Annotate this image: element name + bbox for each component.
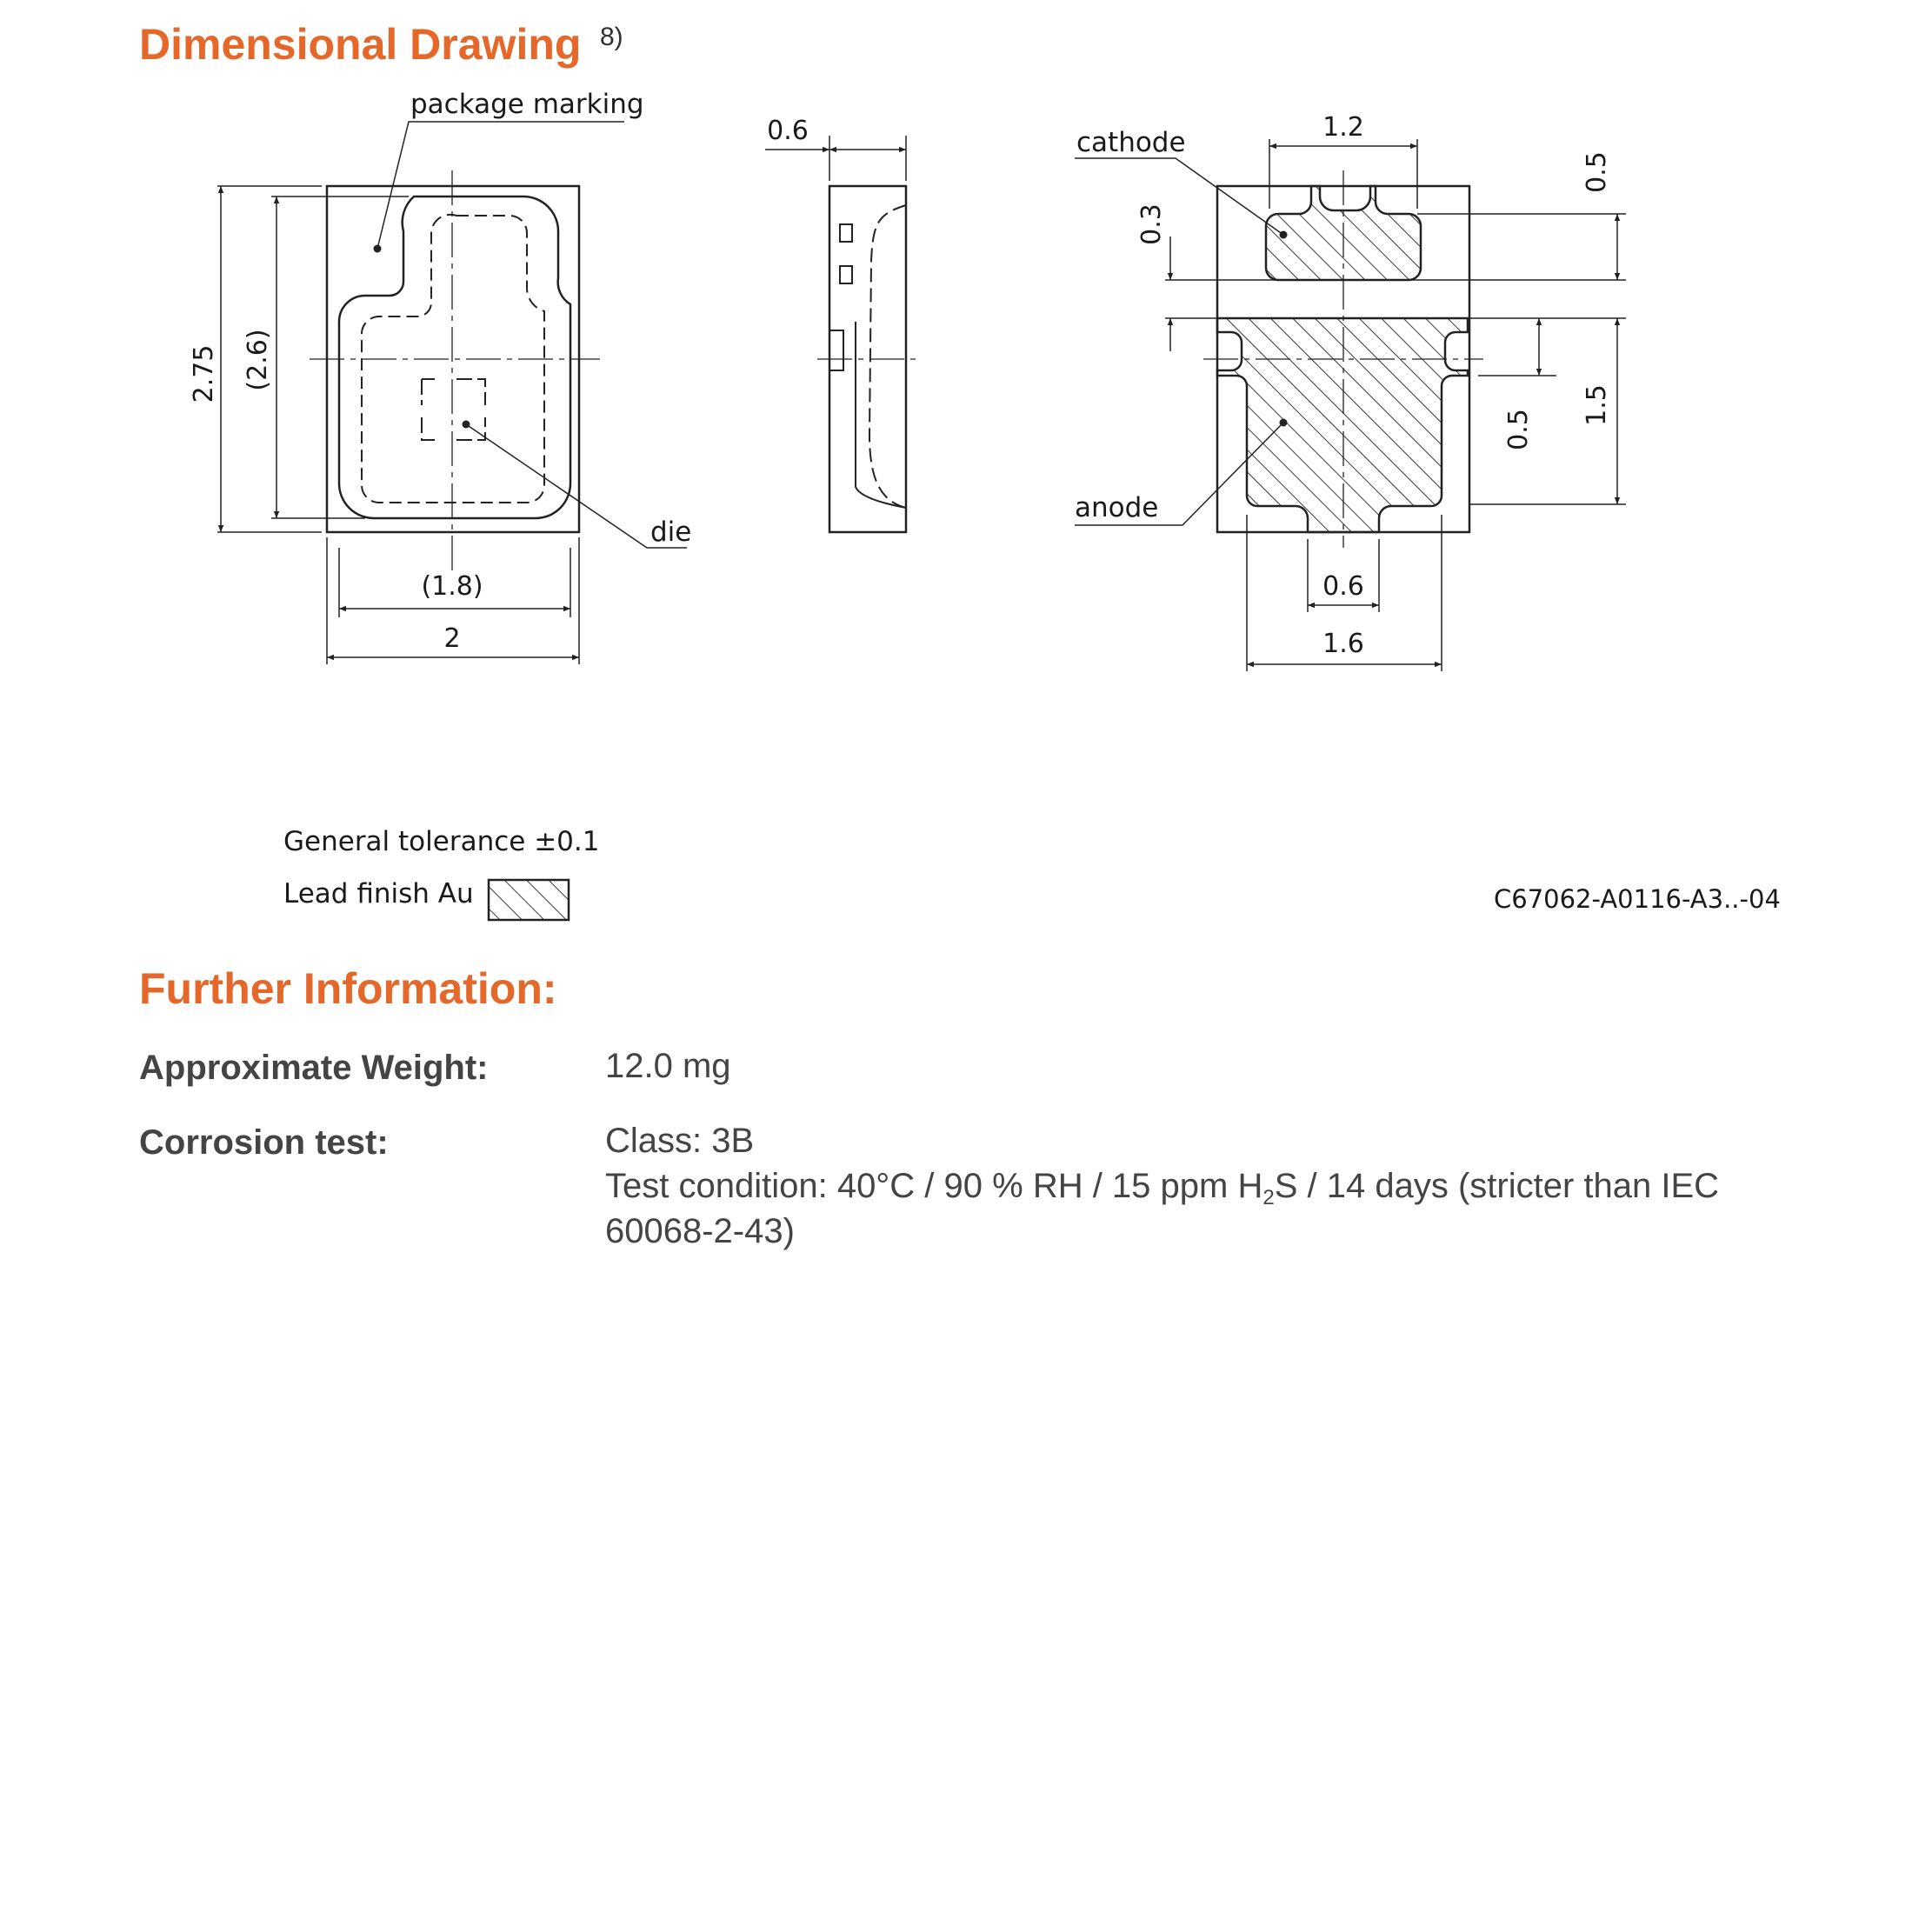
lead-finish-swatch xyxy=(489,880,569,920)
weight-label: Approximate Weight: xyxy=(139,1049,489,1087)
footnote-marker: 8) xyxy=(600,23,623,51)
label-die: die xyxy=(650,516,692,548)
label-anode: anode xyxy=(1075,492,1159,523)
dim-gap: 0.3 xyxy=(1136,203,1167,245)
dim-height-inner: (2.6) xyxy=(243,329,273,391)
weight-value-text: 12.0 mg xyxy=(605,1047,731,1085)
dim-thickness: 0.6 xyxy=(767,116,809,146)
dim-anode-offset: 0.5 xyxy=(1503,409,1534,450)
dim-height-total: 2.75 xyxy=(189,344,219,403)
side-view xyxy=(817,186,918,532)
corrosion-label: Corrosion test: xyxy=(139,1123,389,1162)
test-condition-part-a: Test condition: 40°C / 90 % RH / 15 ppm H xyxy=(605,1167,1263,1205)
dim-cathode-height: 0.5 xyxy=(1582,151,1612,193)
general-tolerance: General tolerance ±0.1 xyxy=(283,826,600,857)
label-package-marking: package marking xyxy=(410,89,644,120)
dim-width-inner: (1.8) xyxy=(421,571,483,602)
dim-cathode-width: 1.2 xyxy=(1322,112,1364,143)
weight-value xyxy=(605,1043,1770,1089)
dim-anode-width: 1.6 xyxy=(1322,629,1364,659)
top-view xyxy=(310,170,600,574)
corrosion-class: Class: 3B xyxy=(605,1122,755,1160)
bottom-view xyxy=(1203,170,1483,548)
dimensional-drawing xyxy=(0,0,1932,956)
corrosion-value xyxy=(605,1118,1770,1254)
test-condition-line2: 60068-2-43) xyxy=(605,1212,795,1250)
test-condition-part-b: S / 14 days (stricter than IEC xyxy=(1274,1167,1720,1205)
dim-anode-height: 1.5 xyxy=(1582,384,1612,426)
dim-tab-width: 0.6 xyxy=(1322,571,1364,602)
label-cathode: cathode xyxy=(1076,127,1186,158)
drawing-number: C67062-A0116-A3..-04 xyxy=(1494,884,1781,914)
section-title-dimensional-drawing: Dimensional Drawing xyxy=(139,20,582,69)
section-title-further-information: Further Information: xyxy=(139,964,557,1013)
test-condition-subscript: 2 xyxy=(1262,1186,1275,1209)
dim-width-total: 2 xyxy=(443,623,461,654)
test-condition-line1 xyxy=(605,1163,1770,1209)
lead-finish-label: Lead finish Au xyxy=(283,878,474,909)
